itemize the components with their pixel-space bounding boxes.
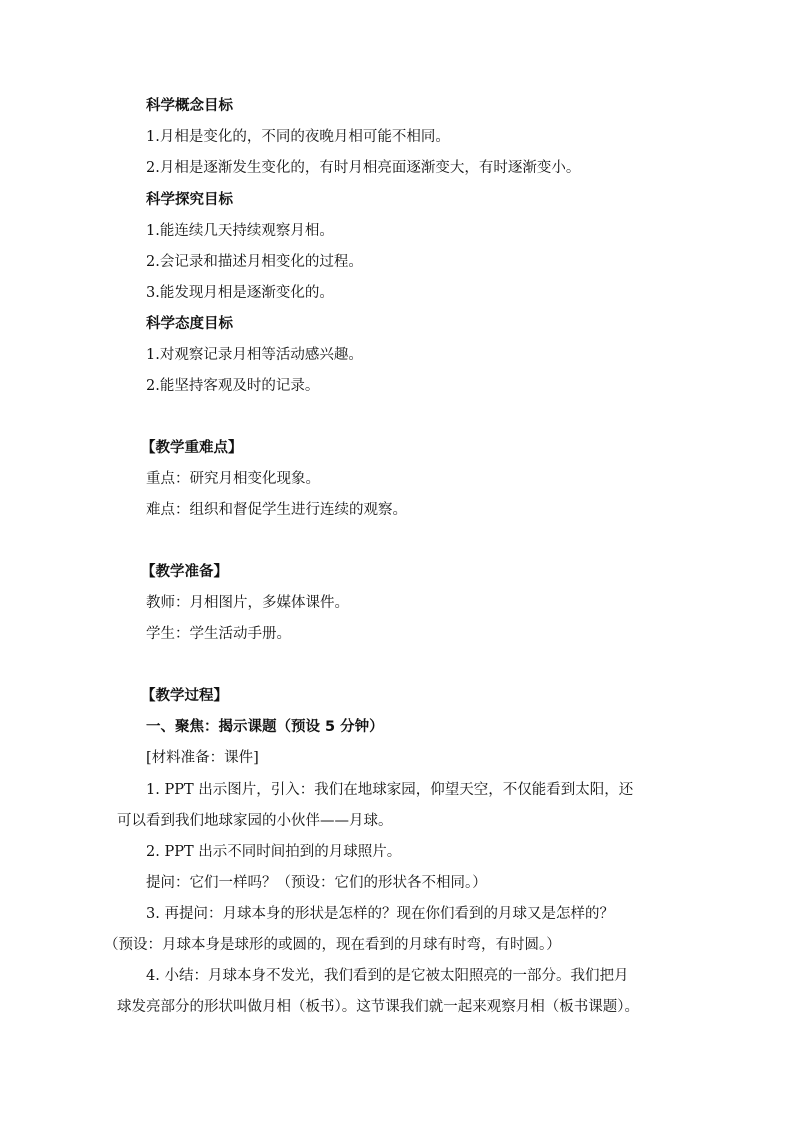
- concept-goal-heading: 科学概念目标: [146, 98, 233, 114]
- key-point: 重点：研究月相变化现象。: [146, 471, 320, 487]
- inquiry-goal-heading: 科学探究目标: [146, 192, 233, 208]
- question-line: 提问：它们一样吗？（预设：它们的形状各不相同。）: [146, 875, 487, 891]
- attitude-goal-item-2: 2.能坚持客观及时的记录。: [146, 378, 320, 394]
- step-1-line-2: 可以看到我们地球家园的小伙伴——月球。: [117, 813, 393, 829]
- attitude-goal-heading: 科学态度目标: [146, 316, 233, 332]
- materials-note: [材料准备：课件]: [146, 750, 259, 766]
- step-4-line-2: 球发亮部分的形状叫做月相（板书）。这节课我们就一起来观察月相（板书课题）。: [117, 999, 639, 1015]
- concept-goal-item-1: 1.月相是变化的，不同的夜晚月相可能不相同。: [146, 129, 450, 145]
- teacher-preparation: 教师：月相图片，多媒体课件。: [146, 595, 349, 611]
- process-heading: 【教学过程】: [141, 688, 228, 704]
- concept-goal-item-2: 2.月相是逐渐发生变化的，有时月相亮面逐渐变大，有时逐渐变小。: [146, 160, 581, 176]
- section-1-heading: 一、聚焦：揭示课题（预设 5 分钟）: [146, 719, 384, 735]
- attitude-goal-item-1: 1.对观察记录月相等活动感兴趣。: [146, 347, 363, 363]
- difficult-point: 难点：组织和督促学生进行连续的观察。: [146, 502, 407, 518]
- step-4-line-1: 4. 小结：月球本身不发光，我们看到的是它被太阳照亮的一部分。我们把月: [146, 968, 629, 984]
- step-2: 2. PPT 出示不同时间拍到的月球照片。: [146, 844, 402, 860]
- inquiry-goal-item-3: 3.能发现月相是逐渐变化的。: [146, 285, 334, 301]
- inquiry-goal-item-2: 2.会记录和描述月相变化的过程。: [146, 254, 363, 270]
- step-3-line-1: 3. 再提问：月球本身的形状是怎样的？现在你们看到的月球又是怎样的？: [146, 906, 614, 922]
- key-points-heading: 【教学重难点】: [141, 440, 243, 456]
- step-1-line-1: 1. PPT 出示图片，引入：我们在地球家园，仰望天空，不仅能看到太阳，还: [146, 782, 634, 798]
- student-preparation: 学生：学生活动手册。: [146, 626, 291, 642]
- inquiry-goal-item-1: 1.能连续几天持续观察月相。: [146, 223, 334, 239]
- preparation-heading: 【教学准备】: [141, 564, 228, 580]
- step-3-line-2: （预设：月球本身是球形的或圆的，现在看到的月球有时弯，有时圆。）: [104, 937, 561, 953]
